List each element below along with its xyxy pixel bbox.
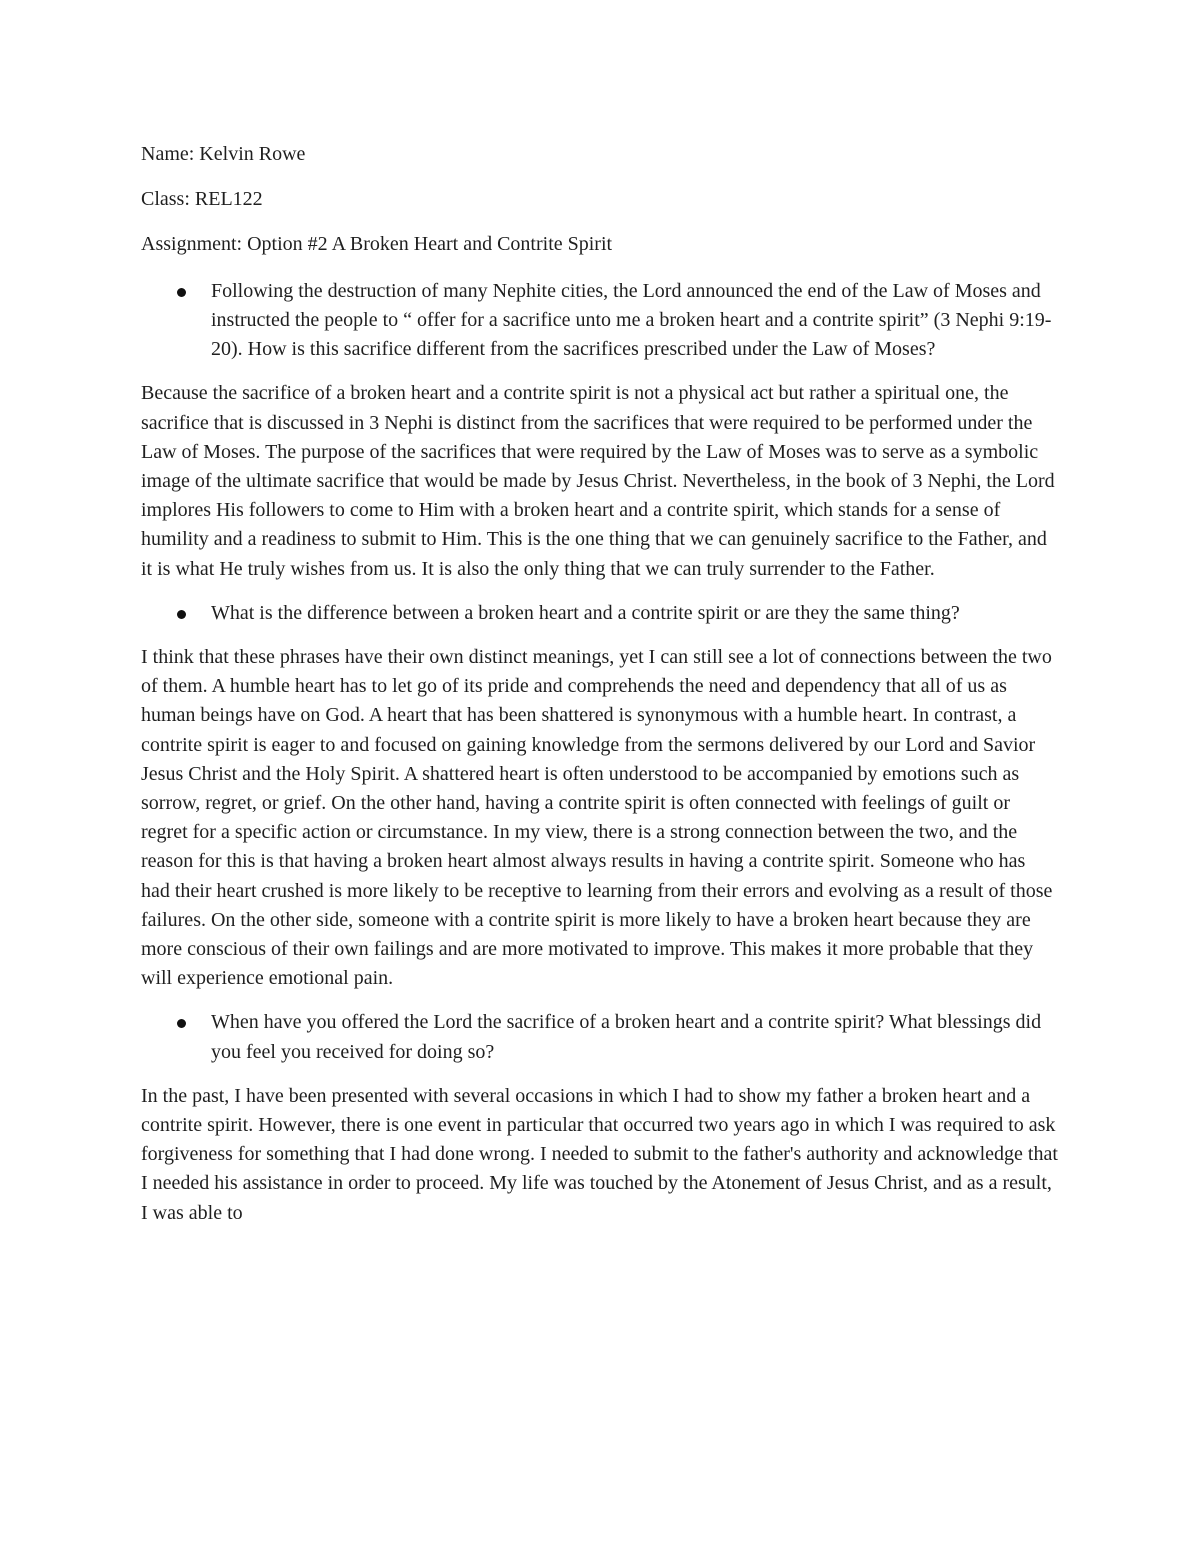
answer-3: In the past, I have been presented with several occasions in which I had to show my father a broken heart and a contrite spirit. However, there is one event in particular that occurred two years ago in which I was required to ask forgiveness for something that I had done wrong. I needed to submit to the father's authority and acknowledge that I needed his assistance in order to proceed. My life was touched by the Atonement of Jesus Christ, and as a result, I was able to xyxy=(141,1084,1058,1224)
question-3-text: When have you offered the Lord the sacrifice of a broken heart and a contrite spirit? What blessings did you feel you received for doing so? xyxy=(211,1011,1042,1063)
class-name: Class: REL122 xyxy=(141,187,263,210)
bullet-icon xyxy=(177,1019,186,1028)
answer-2: I think that these phrases have their own distinct meanings, yet I can still see a lot of connections between the two of them. A humble heart has to let go of its pride and comprehends the need and dependency that all of us as human beings have on God. A heart that has been shattered is synonymous with a humble heart. In contrast, a contrite spirit is eager to and focused on gaining knowledge from the sermons delivered by our Lord and Savior Jesus Christ and the Holy Spirit. A shattered heart is often understood to be accompanied by emotions such as sorrow, regret, or grief. On the other hand, having a contrite spirit is often connected with feelings of guilt or regret for a specific action or circumstance. In my view, there is a strong connection between the two, and the reason for this is that having a broken heart almost always results in having a contrite spirit. Someone who has had their heart crushed is more likely to be receptive to learning from their errors and evolving as a result of those failures. On the other side, someone with a contrite spirit is more likely to have a broken heart because they are more conscious of their own failings and are more motivated to improve. This makes it more probable that they will experience emotional pain. xyxy=(141,646,1053,990)
question-1 xyxy=(141,277,1059,365)
document-page xyxy=(141,140,1059,1243)
question-2-text: What is the difference between a broken heart and a contrite spirit or are they the same thing? xyxy=(211,601,960,624)
question-2 xyxy=(141,599,1059,628)
question-1-text: Following the destruction of many Nephite cities, the Lord announced the end of the Law of Moses and instructed the people to “ offer for a sacrifice unto me a broken heart and a contrite spirit” (3 Nephi 9:19-20). How is this sacrifice different from the sacrifices prescribed under the Law of Moses? xyxy=(211,279,1052,361)
bullet-icon xyxy=(177,288,186,297)
assignment-title: Assignment: Option #2 A Broken Heart and Contrite Spirit xyxy=(141,232,613,255)
student-name: Name: Kelvin Rowe xyxy=(141,143,306,165)
bullet-icon xyxy=(177,610,186,619)
answer-1: Because the sacrifice of a broken heart and a contrite spirit is not a physical act but rather a spiritual one, the sacrifice that is discussed in 3 Nephi is distinct from the sacrifices that were required to be performed under the Law of Moses. The purpose of the sacrifices that were required by the Law of Moses was to serve as a symbolic image of the ultimate sacrifice that would be made by Jesus Christ. Nevertheless, in the book of 3 Nephi, the Lord implores His followers to come to Him with a broken heart and a contrite spirit, which stands for a sense of humility and a readiness to submit to Him. This is the one thing that we can genuinely sacrifice to the Father, and it is what He truly wishes from us. It is also the only thing that we can truly surrender to the Father. xyxy=(141,382,1055,580)
question-3 xyxy=(141,1008,1059,1066)
